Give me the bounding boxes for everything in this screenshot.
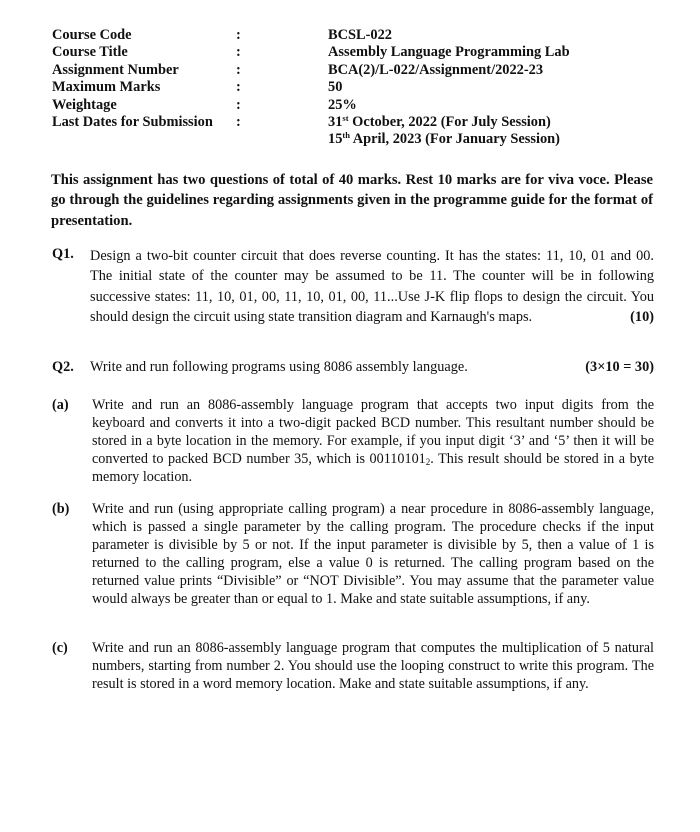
date-day: 15 (328, 131, 343, 148)
course-title-label: Course Title (52, 44, 128, 61)
question-number: Q1. (52, 246, 74, 262)
question-1-text: Design a two-bit counter circuit that does reverse counting. It has the states: 11, 10, 01 and 00. The initial state of the counter may be assumed to be 11. The counter will be in following successive states: 11, 10, 01, 00, 11, 10, 01, 00, 11...Use J-K flip flops to design the circuit. You should design the circuit using state transition diagram and Karnaugh's maps. (90, 248, 654, 326)
course-info-block (52, 27, 672, 149)
date-ordinal: th (342, 130, 350, 141)
submission-dates-label: Last Dates for Submission (52, 113, 213, 130)
date-text: April, 2023 (For January Session) (349, 131, 560, 148)
part-c-text: Write and run an 8086-assembly language program that computes the multiplication of 5 natural numbers, starting from number 2. You should use the looping construct to write this program. The result is stored in a word memory location. Make and state suitable assumptions, if any. (92, 640, 654, 692)
assignment-number-value: BCA(2)/L-022/Assignment/2022-23 (328, 61, 544, 78)
colon: : (236, 113, 241, 130)
part-a-text (92, 397, 654, 487)
colon: : (236, 96, 241, 113)
january-session-date (328, 131, 560, 148)
question-2-text: Write and run following programs using 8086 assembly language. (90, 359, 468, 375)
submission-dates-row (52, 114, 672, 131)
question-marks: (10) (630, 309, 654, 326)
date-text: October, 2022 (For July Session) (348, 113, 551, 130)
part-a (52, 397, 654, 487)
july-session-date (328, 114, 551, 131)
question-marks: (3×10 = 30) (585, 359, 654, 375)
maximum-marks-value: 50 (328, 79, 343, 96)
assignment-instructions: This assignment has two questions of total of 40 marks. Rest 10 marks are for viva voce. Please go through the guidelines regarding assignments given in the programme guide for the format of presentation. (51, 172, 653, 229)
course-title-row (52, 44, 672, 61)
part-c (52, 640, 654, 694)
part-b-text: Write and run (using appropriate calling program) a near procedure in 8086-assembly language, which is passed a single parameter by the calling program. The procedure checks if the input parameter is divisible by 5 or not. If the input parameter is divisible by 5, then a value of 1 is returned to the calling program, else a value 0 is returned. The calling program based on the returned value prints “Divisible” or “NOT Divisible”. You may assume that the parameter value would always be greater than or equal to 1. Make and state suitable assumptions, if any. (92, 501, 654, 607)
part-label: (c) (52, 640, 68, 656)
part-b (52, 501, 654, 608)
course-title-value: Assembly Language Programming Lab (328, 44, 570, 61)
maximum-marks-label: Maximum Marks (52, 79, 161, 96)
submission-dates-row-2 (52, 131, 672, 148)
part-label: (b) (52, 501, 70, 517)
question-1 (52, 246, 654, 328)
colon: : (236, 44, 241, 61)
assignment-number-label: Assignment Number (52, 61, 179, 78)
weightage-row (52, 97, 672, 114)
question-2-line (52, 357, 654, 377)
course-code-row (52, 27, 672, 44)
question-text (90, 246, 654, 328)
colon: : (236, 27, 241, 43)
question-2 (52, 357, 654, 377)
colon: : (236, 79, 241, 96)
weightage-value: 25% (328, 96, 357, 113)
assignment-number-row (52, 62, 672, 79)
subscript: 2 (425, 456, 431, 467)
date-day: 31 (328, 113, 343, 130)
course-code-value: BCSL-022 (328, 27, 392, 43)
part-label: (a) (52, 397, 69, 413)
question-number: Q2. (52, 359, 74, 375)
part-text: Write and run an 8086-assembly language program that accepts two input digits from the keyboard and converts it into a two-digit packed BCD number. This resultant number should be stored in a byte location in the memory. For example, if you input digit ‘3’ and ‘5’ then it will be converted to packed BCD number 35, which is 00110101 (92, 397, 654, 467)
weightage-label: Weightage (52, 96, 117, 113)
part-text-tail: . This result should be stored in a byte memory location. (92, 450, 654, 485)
colon: : (236, 61, 241, 78)
date-ordinal: st (342, 112, 349, 123)
course-code-label: Course Code (52, 27, 132, 43)
maximum-marks-row (52, 79, 672, 96)
